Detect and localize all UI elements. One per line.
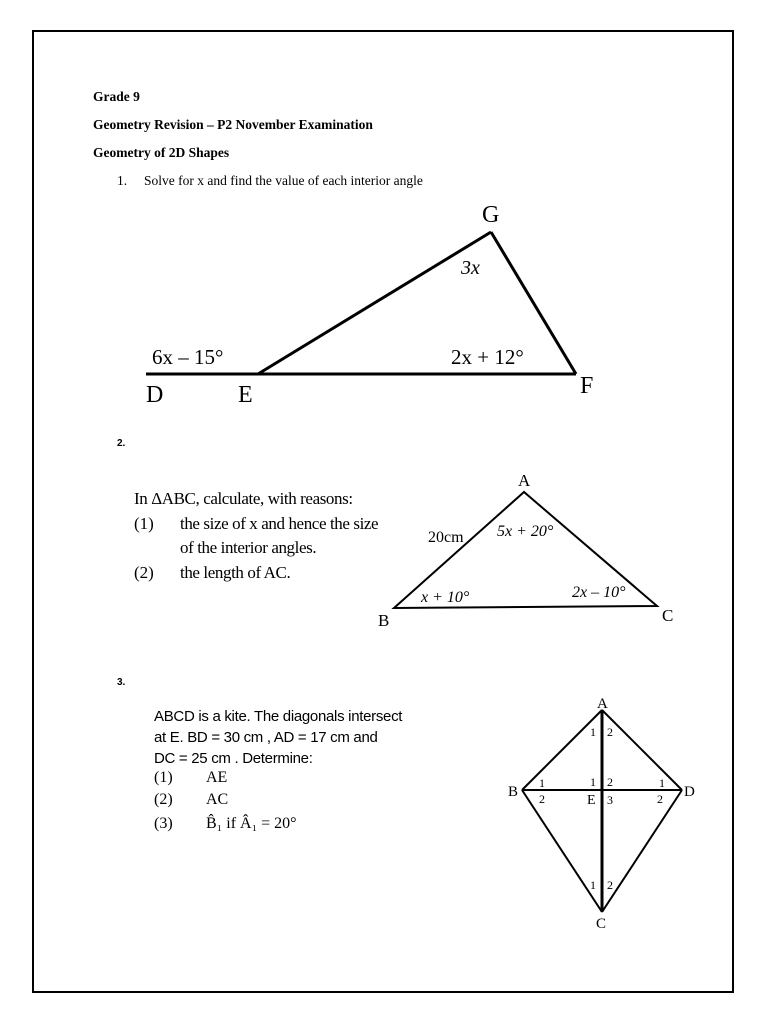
- q3-label-a: A: [597, 696, 608, 712]
- q1-text: Solve for x and find the value of each interior angle: [144, 173, 423, 188]
- q1-number: 1.: [117, 173, 128, 188]
- q3-line-2: at E. BD = 30 cm , AD = 17 cm and: [154, 729, 378, 746]
- q3-item-3-text: B̂₁ if Â₁ = 20°: [206, 815, 297, 832]
- q2-item-1-cont: of the interior angles.: [180, 538, 317, 557]
- q2-triangle-figure: [378, 471, 673, 630]
- q2-angle-b: x + 10°: [421, 589, 470, 606]
- q1-triangle-figure: [146, 202, 593, 408]
- q3-angle-d2: 2: [657, 792, 663, 806]
- q2-label-c: C: [662, 606, 674, 625]
- q2-item-2-text: the length of AC.: [180, 563, 291, 582]
- grade-heading: Grade 9: [93, 89, 140, 104]
- q3-line-1: ABCD is a kite. The diagonals intersect: [154, 708, 403, 725]
- q3-label-d: D: [684, 784, 695, 800]
- q3-angle-b2: 2: [539, 792, 545, 806]
- q3-angle-c1: 1: [590, 878, 596, 892]
- q2-number: 2.: [117, 438, 126, 449]
- q1-label-d: D: [146, 382, 164, 408]
- exam-title: Geometry Revision – P2 November Examination: [93, 117, 373, 132]
- q3-side-ad: [602, 710, 682, 790]
- q2-angle-a: 5x + 20°: [497, 523, 554, 540]
- q3-item-1-num: (1): [154, 769, 173, 786]
- q1-label-e: E: [238, 382, 253, 408]
- q1-label-g: G: [482, 202, 500, 228]
- q3-label-b: B: [508, 784, 519, 800]
- q3-angle-a2: 2: [607, 725, 613, 739]
- q1-angle-f: 2x + 12°: [451, 345, 524, 369]
- q3-item-1-text: AE: [206, 769, 228, 786]
- q3-line-3: DC = 25 cm . Determine:: [154, 750, 313, 767]
- q3-number: 3.: [117, 677, 126, 688]
- q3-angle-a1: 1: [590, 725, 596, 739]
- q2-side-ab-length: 20cm: [428, 529, 464, 546]
- q2-item-2-num: (2): [134, 563, 154, 582]
- q3-label-e: E: [587, 793, 596, 808]
- q1-angle-exterior-e: 6x – 15°: [152, 345, 224, 369]
- q3-side-dc: [602, 790, 682, 912]
- q2-label-a: A: [518, 471, 531, 490]
- q2-intro: In ΔABC, calculate, with reasons:: [134, 489, 353, 508]
- q3-angle-e3: 3: [607, 793, 613, 807]
- q1-label-f: F: [580, 373, 594, 399]
- q3-angle-c2: 2: [607, 878, 613, 892]
- q3-item-2-text: AC: [206, 791, 229, 808]
- q2-item-1-num: (1): [134, 514, 154, 533]
- q3-kite-figure: [508, 696, 695, 932]
- q3-angle-d1: 1: [659, 776, 665, 790]
- q2-label-b: B: [378, 611, 390, 630]
- q3-angle-b1: 1: [539, 776, 545, 790]
- q2-angle-c: 2x – 10°: [572, 584, 626, 601]
- q3-item-2-num: (2): [154, 791, 173, 808]
- q3-angle-e2: 2: [607, 775, 613, 789]
- q3-item-3-num: (3): [154, 815, 173, 832]
- q1-angle-g: 3x: [461, 257, 480, 279]
- q2-item-1-text: the size of x and hence the size: [180, 514, 379, 533]
- q3-angle-e1: 1: [590, 775, 596, 789]
- q3-label-c: C: [596, 916, 607, 932]
- topic-heading: Geometry of 2D Shapes: [93, 145, 230, 160]
- q3-side-bc: [522, 790, 602, 912]
